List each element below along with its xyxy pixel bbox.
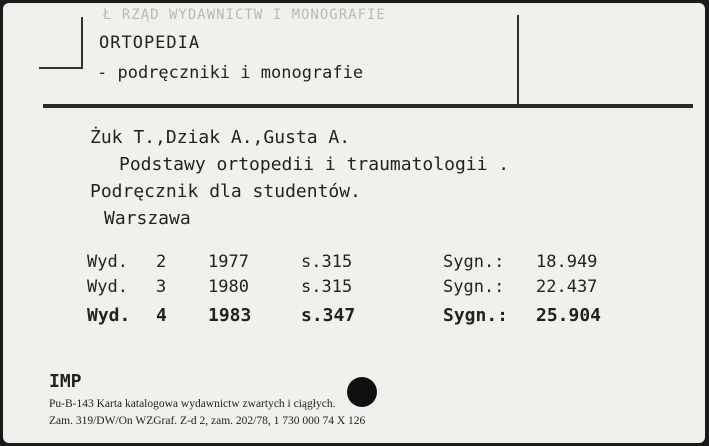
book-title: Podstawy ortopedii i traumatologii . (119, 154, 510, 175)
printer-line-2: Zam. 319/DW/On WZGraf. Z-d 2, zam. 202/78, 1 730 000 74 X 126 (49, 415, 366, 427)
printer-line-1: Pu-B-143 Karta katalogowa wydawnictw zwartych i ciągłych. (49, 398, 336, 410)
edition-year: 1977 (208, 252, 249, 272)
edition-pages: s.315 (301, 277, 353, 297)
signature-number: 18.949 (536, 252, 598, 272)
edition-number: 2 (156, 252, 167, 272)
signature-label: Sygn.: (443, 305, 509, 326)
edition-number: 3 (156, 277, 167, 297)
subject-subheading: - podręczniki i monografie (97, 63, 364, 83)
edition-pages: s.347 (301, 305, 356, 326)
punch-hole (347, 377, 377, 407)
header-left-bracket (81, 17, 83, 69)
edition-number: 4 (156, 305, 167, 326)
header-right-divider (517, 15, 519, 107)
edition-pages: s.315 (301, 252, 353, 272)
edition-label: Wyd. (87, 277, 128, 297)
signature-number: 22.437 (536, 277, 598, 297)
edition-label: Wyd. (87, 252, 128, 272)
signature-number: 25.904 (536, 305, 602, 326)
header-left-bracket-foot (39, 67, 83, 69)
horizontal-rule (43, 104, 693, 108)
authors: Żuk T.,Dziak A.,Gusta A. (90, 127, 351, 148)
signature-label: Sygn.: (443, 252, 505, 272)
subject-heading: ORTOPEDIA (99, 33, 201, 53)
faded-overprint-text: Ł RZĄD WYDAWNICTW I MONOGRAFIE (103, 7, 386, 23)
publication-place: Warszawa (104, 208, 191, 229)
catalog-card (3, 3, 705, 443)
signature-label: Sygn.: (443, 277, 505, 297)
edition-year: 1983 (208, 305, 252, 326)
edition-year: 1980 (208, 277, 249, 297)
edition-label: Wyd. (87, 305, 131, 326)
imp-label: IMP (49, 371, 82, 392)
book-subtitle: Podręcznik dla studentów. (90, 181, 361, 202)
